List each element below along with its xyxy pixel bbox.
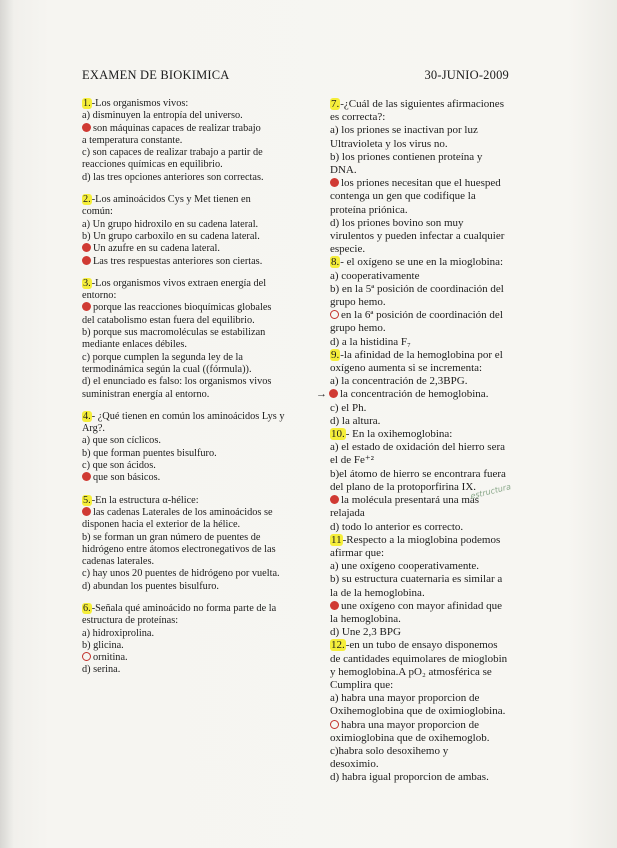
- question-line: -¿Cuál de las siguientes afirmaciones: [340, 98, 504, 110]
- answer-mark-icon: [330, 178, 339, 187]
- option-line: desoximio.: [330, 758, 379, 771]
- question-text: [330, 534, 516, 560]
- question-text: [82, 495, 320, 507]
- option-line: d) habra igual proporcion de ambas.: [330, 771, 489, 784]
- option-line: b) se forman un gran número de puentes de: [82, 531, 261, 543]
- option-line: Las tres respuestas anteriores son ciertas.: [93, 255, 263, 267]
- question-text: [82, 411, 320, 436]
- option-line: el de Fe⁺²: [330, 454, 374, 467]
- question-text: [330, 349, 516, 375]
- answer-option: [330, 692, 516, 718]
- answer-mark-icon: [82, 652, 91, 661]
- question-line: y hemoglobina.A pO₂ atmosférica se: [330, 665, 492, 678]
- answer-option: [330, 177, 516, 217]
- option-line: la de la hemoglobina.: [330, 586, 425, 599]
- question-line: -Respecto a la mioglobina podemos: [342, 533, 501, 546]
- option-line: virulentos y pueden infectar a cualquier: [330, 230, 505, 243]
- question-line: entorno:: [82, 290, 117, 302]
- question-line: Cumplira que:: [330, 678, 394, 691]
- question-line: -Señala qué aminoácido no forma parte de la: [91, 602, 277, 614]
- answer-option: [330, 283, 516, 309]
- question-number: 1.: [83, 98, 91, 109]
- option-line: c) que son ácidos.: [82, 460, 156, 472]
- answer-option: [330, 626, 516, 639]
- option-line: a) la concentración de 2,3BPG.: [330, 375, 468, 388]
- question-line: común:: [82, 206, 113, 218]
- option-line: reacciones químicas en equilibrio.: [82, 159, 223, 171]
- question-line: estructura de proteínas:: [82, 615, 179, 627]
- option-line: del catabolismo estan fuera del equilibrio.: [82, 314, 255, 326]
- option-line: a) los priones se inactivan por luz: [330, 124, 478, 137]
- answer-option: [330, 309, 516, 335]
- answer-mark-icon: [82, 507, 91, 516]
- option-line: grupo hemo.: [330, 322, 386, 335]
- question-number: 12.: [331, 639, 345, 652]
- answer-mark-icon: [82, 302, 91, 311]
- answer-option: [82, 652, 320, 664]
- option-line: d) a la histidina F₇: [330, 335, 411, 348]
- question-8: [330, 256, 516, 348]
- answer-option: [330, 402, 516, 415]
- question-number: 11: [331, 533, 342, 546]
- answer-option: [330, 745, 516, 771]
- option-line: d) la altura.: [330, 414, 381, 427]
- exam-header: [82, 68, 509, 83]
- option-line: b) glicina.: [82, 639, 124, 651]
- option-line: c) porque cumplen la segunda ley de la: [82, 351, 243, 363]
- option-line: a) que son cíclicos.: [82, 435, 161, 447]
- question-line: -la afinidad de la hemoglobina por el: [340, 348, 503, 361]
- option-line: contenga un gen que codifique la: [330, 190, 476, 203]
- answer-mark-icon: [329, 389, 338, 398]
- option-line: relajada: [330, 507, 365, 520]
- question-7: [330, 98, 516, 256]
- question-11: [330, 534, 516, 640]
- option-line: mediante enlaces débiles.: [82, 339, 187, 351]
- option-line: termodinámica según la cual ((fórmula)).: [82, 363, 252, 375]
- option-line: en la 6ª posición de coordinación del: [341, 309, 503, 322]
- answer-option: [82, 448, 320, 460]
- question-line: afirmar que:: [330, 546, 385, 559]
- answer-option: [330, 441, 516, 467]
- option-line: oximioglobina que de oxihemoglob.: [330, 731, 490, 744]
- option-line: a) cooperativamente: [330, 269, 420, 282]
- option-line: suministran energía al entorno.: [82, 388, 210, 400]
- question-text: [330, 98, 516, 124]
- option-line: Un azufre en su cadena lateral.: [93, 243, 220, 255]
- option-line: d) Une 2,3 BPG: [330, 626, 401, 639]
- answer-option: [82, 581, 320, 593]
- answer-mark-icon: [82, 472, 91, 481]
- question-line: de cantidades equimolares de mioglobin: [330, 652, 508, 665]
- option-line: c) hay unos 20 puentes de hidrógeno por vuelta.: [82, 568, 280, 580]
- option-line: la molécula presentará una mas: [341, 494, 480, 507]
- option-line: d) el enunciado es falso: los organismos vivos: [82, 376, 272, 388]
- option-line: b) los priones contienen proteína y: [330, 150, 483, 163]
- option-line: d) todo lo anterior es correcto.: [330, 520, 464, 533]
- answer-mark-icon: [330, 720, 339, 729]
- answer-option: [82, 110, 320, 122]
- question-text: [82, 98, 320, 110]
- answer-option: [82, 352, 320, 377]
- question-line: -Los aminoácidos Cys y Met tienen en: [91, 194, 251, 206]
- answer-option: [82, 302, 320, 327]
- option-line: b) porque sus macromoléculas se estabilizan: [82, 327, 266, 339]
- question-line: -Los organismos vivos:: [91, 98, 189, 109]
- option-line: Ultravioleta y los virus no.: [330, 137, 448, 150]
- exam-date: 30-JUNIO-2009: [424, 68, 509, 82]
- option-line: grupo hemo.: [330, 296, 386, 309]
- answer-option: [82, 172, 320, 184]
- right-column: [316, 98, 516, 785]
- answer-option: [82, 256, 320, 268]
- question-4: [82, 411, 320, 485]
- question-text: [82, 194, 320, 219]
- option-line: ornitina.: [93, 652, 128, 664]
- question-text: [330, 428, 516, 441]
- answer-option: [82, 640, 320, 652]
- option-line: porque las reacciones bioquímicas globales: [93, 302, 272, 314]
- option-line: c) el Ph.: [330, 401, 367, 414]
- answer-option: [330, 217, 516, 257]
- option-line: la concentración de hemoglobina.: [340, 388, 489, 401]
- question-number: 6.: [83, 602, 91, 614]
- option-line: c)habra solo desoxihemo y: [330, 744, 449, 757]
- option-line: une oxígeno con mayor afinidad que: [341, 599, 502, 612]
- answer-option: [82, 231, 320, 243]
- answer-option: [330, 573, 516, 599]
- option-line: a) une oxígeno cooperativamente.: [330, 560, 480, 573]
- question-3: [82, 278, 320, 401]
- question-line: oxígeno aumenta si se incrementa:: [330, 362, 483, 375]
- option-line: hidrógeno entre átomos electronegativos de las: [82, 543, 276, 555]
- option-line: cadenas laterales.: [82, 556, 155, 568]
- answer-option: [330, 124, 516, 150]
- option-line: a) disminuyen la entropía del universo.: [82, 110, 243, 122]
- option-line: las cadenas Laterales de los aminoácidos se: [93, 506, 273, 518]
- option-line: los priones necesitan que el huesped: [341, 177, 501, 190]
- answer-option: [82, 435, 320, 447]
- answer-mark-icon: [82, 123, 91, 132]
- question-6: [82, 603, 320, 677]
- answer-option: [330, 719, 516, 745]
- question-line: - En la oxihemoglobina:: [345, 428, 453, 441]
- option-line: que son básicos.: [93, 472, 161, 484]
- answer-option: [82, 507, 320, 532]
- option-line: d) serina.: [82, 664, 121, 676]
- answer-option: [82, 472, 320, 484]
- question-line: - ¿Qué tienen en común los aminoácidos Lys y: [91, 410, 285, 422]
- question-number: 10.: [331, 428, 345, 441]
- option-line: c) son capaces de realizar trabajo a partir de: [82, 147, 263, 159]
- question-2: [82, 194, 320, 268]
- answer-option: [330, 270, 516, 283]
- answer-option: [316, 388, 516, 401]
- question-number: 8.: [331, 256, 340, 269]
- answer-option: [330, 771, 516, 784]
- answer-option: [82, 568, 320, 580]
- option-line: a) el estado de oxidación del hierro sera: [330, 441, 506, 454]
- answer-option: [330, 375, 516, 388]
- option-line: proteína priónica.: [330, 203, 408, 216]
- question-line: -Los organismos vivos extraen energía del: [91, 277, 267, 289]
- pencil-annotation: estructura: [469, 482, 512, 501]
- answer-option: [82, 327, 320, 352]
- option-line: disponen hacia el exterior de la hélice.: [82, 519, 241, 531]
- answer-option: [82, 243, 320, 255]
- option-line: b) que forman puentes bisulfuro.: [82, 447, 217, 459]
- option-line: DNA.: [330, 164, 357, 177]
- question-line: Arg?.: [82, 423, 105, 435]
- option-line: a) hidroxiprolina.: [82, 627, 155, 639]
- question-number: 9.: [331, 348, 340, 361]
- option-line: a temperatura constante.: [82, 134, 183, 146]
- option-line: b) Un grupo carboxilo en su cadena lateral.: [82, 230, 260, 242]
- option-line: habra una mayor proporcion de: [341, 718, 480, 731]
- option-line: b) su estructura cuaternaria es similar a: [330, 573, 503, 586]
- answer-option: [330, 494, 516, 520]
- question-line: -En la estructura α-hélice:: [91, 494, 199, 506]
- option-line: del plano de la protoporfirina IX.: [330, 480, 477, 493]
- option-line: d) los priones bovino son muy: [330, 216, 464, 229]
- answer-option: [330, 521, 516, 534]
- answer-option: [82, 123, 320, 148]
- option-line: b)el átomo de hierro se encontrara fuera: [330, 467, 506, 480]
- question-12: [330, 639, 516, 784]
- question-number: 7.: [331, 98, 340, 110]
- option-line: d) abundan los puentes bisulfuro.: [82, 580, 219, 592]
- question-number: 5.: [83, 494, 91, 506]
- answer-option: [330, 600, 516, 626]
- question-number: 2.: [83, 194, 91, 206]
- option-line: d) las tres opciones anteriores son correctas.: [82, 171, 264, 183]
- answer-option: [82, 219, 320, 231]
- answer-option: [330, 415, 516, 428]
- question-text: [330, 639, 516, 692]
- answer-option: [82, 532, 320, 569]
- option-line: a) habra una mayor proporcion de: [330, 692, 480, 705]
- question-line: - el oxígeno se une en la mioglobina:: [340, 256, 504, 269]
- option-line: Oxihemoglobina que de oximioglobina.: [330, 705, 506, 718]
- question-10: [330, 428, 516, 534]
- question-line: -en un tubo de ensayo disponemos: [345, 639, 498, 652]
- option-line: la hemoglobina.: [330, 612, 401, 625]
- question-line: es correcta?:: [330, 111, 386, 124]
- option-line: b) en la 5ª posición de coordinación del: [330, 282, 504, 295]
- answer-option: [330, 560, 516, 573]
- question-5: [82, 495, 320, 593]
- question-number: 3.: [83, 277, 91, 289]
- answer-mark-icon: [82, 256, 91, 265]
- page-edge-shadow: [0, 0, 14, 848]
- exam-title: EXAMEN DE BIOKIMICA: [82, 68, 230, 82]
- left-column: [82, 98, 320, 687]
- answer-mark-icon: [330, 310, 339, 319]
- option-line: a) Un grupo hidroxilo en su cadena lateral.: [82, 218, 259, 230]
- answer-mark-icon: [330, 495, 339, 504]
- option-line: son máquinas capaces de realizar trabajo: [93, 122, 261, 134]
- question-text: [330, 256, 516, 269]
- answer-option: [330, 151, 516, 177]
- answer-mark-icon: [82, 243, 91, 252]
- answer-option: [82, 376, 320, 401]
- option-line: especie.: [330, 243, 366, 256]
- question-9: [316, 348, 516, 428]
- question-text: [82, 603, 320, 628]
- answer-option: [82, 460, 320, 472]
- answer-option: [82, 664, 320, 676]
- question-text: [82, 278, 320, 303]
- arrow-icon: →: [316, 388, 327, 401]
- question-1: [82, 98, 320, 184]
- answer-option: [82, 628, 320, 640]
- answer-option: [82, 147, 320, 172]
- answer-option: [330, 336, 516, 349]
- answer-mark-icon: [330, 601, 339, 610]
- question-number: 4.: [83, 410, 91, 422]
